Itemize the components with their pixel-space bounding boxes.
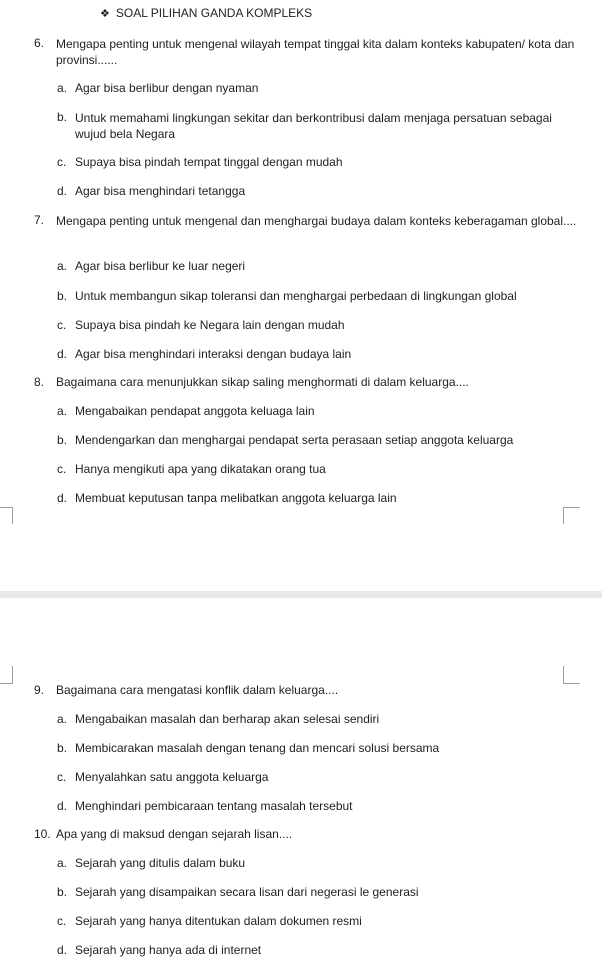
option-text: Hanya mengikuti apa yang dikatakan orang tua [75,462,326,476]
option-letter: a. [57,404,68,418]
question-text: Bagaimana cara menunjukkan sikap saling menghormati di dalam keluarga.... [56,375,469,389]
page-corner-top-right [563,507,580,524]
option-text: Sejarah yang hanya ditentukan dalam dokumen resmi [75,914,362,928]
option-10c[interactable] [57,914,587,930]
option-7d[interactable] [57,347,587,363]
page-corner-bottom-left [0,666,13,684]
option-8d[interactable] [57,491,587,507]
question-text: Bagaimana cara mengatasi konflik dalam keluarga.... [56,683,339,697]
question-10 [34,827,602,843]
option-text: Supaya bisa pindah tempat tinggal dengan mudah [75,155,343,169]
question-number: 6. [34,36,45,50]
question-8 [34,375,602,391]
option-text: Untuk memahami lingkungan sekitar dan berkontribusi dalam menjaga persatuan sebagai wujud bela Negara [75,111,552,141]
option-letter: b. [57,741,68,755]
option-6c[interactable] [57,155,577,171]
option-letter: d. [57,184,68,198]
option-text: Agar bisa menghindari tetangga [75,184,246,198]
option-letter: a. [57,712,68,726]
question-text: Mengapa penting untuk mengenal dan menghargai budaya dalam konteks keberagaman global.... [56,214,577,228]
option-7a[interactable] [57,259,587,275]
page-break [0,591,602,598]
option-text: Sejarah yang disampaikan secara lisan dari negerasi le generasi [75,885,419,899]
option-letter: d. [57,491,68,505]
option-letter: b. [57,289,68,303]
question-number: 9. [34,683,45,697]
question-number: 7. [34,213,45,227]
diamond-icon: ❖ [100,7,110,20]
option-7b[interactable] [57,289,587,305]
option-text: Membuat keputusan tanpa melibatkan anggota keluarga lain [75,491,397,505]
option-text: Mendengarkan dan menghargai pendapat serta perasaan setiap anggota keluarga [75,433,514,447]
option-text: Agar bisa berlibur dengan nyaman [75,81,259,95]
question-text: Apa yang di maksud dengan sejarah lisan.... [56,827,293,841]
option-letter: d. [57,943,68,957]
option-letter: b. [57,110,68,124]
question-6 [34,36,602,68]
option-8a[interactable] [57,404,587,420]
option-letter: c. [57,914,67,928]
option-7c[interactable] [57,318,587,334]
option-9b[interactable] [57,741,587,757]
option-letter: a. [57,856,68,870]
option-letter: d. [57,799,68,813]
option-6d[interactable] [57,184,577,200]
question-number: 8. [34,375,45,389]
option-text: Mengabaikan pendapat anggota keluaga lain [75,404,315,418]
option-text: Membicarakan masalah dengan tenang dan mencari solusi bersama [75,741,440,755]
option-10b[interactable] [57,885,587,901]
option-text: Untuk membangun sikap toleransi dan menghargai perbedaan di lingkungan global [75,289,517,303]
option-8b[interactable] [57,433,587,449]
option-10a[interactable] [57,856,587,872]
page-corner-bottom-right [563,666,580,684]
option-text: Agar bisa berlibur ke luar negeri [75,259,246,273]
question-text: Mengapa penting untuk mengenal wilayah tempat tinggal kita dalam konteks kabupaten/ kota dan provinsi...... [56,37,575,67]
page-title [100,6,312,21]
option-9a[interactable] [57,712,587,728]
question-7 [34,213,602,245]
option-text: Mengabaikan masalah dan berharap akan selesai sendiri [75,712,380,726]
option-letter: b. [57,433,68,447]
option-text: Supaya bisa pindah ke Negara lain dengan mudah [75,318,345,332]
option-letter: c. [57,318,67,332]
option-letter: c. [57,462,67,476]
page-corner-top-left [0,507,13,524]
option-text: Menghindari pembicaraan tentang masalah tersebut [75,799,353,813]
question-9 [34,683,602,699]
option-9d[interactable] [57,799,587,815]
page-title-text: SOAL PILIHAN GANDA KOMPLEKS [115,6,313,20]
option-9c[interactable] [57,770,587,786]
option-text: Sejarah yang hanya ada di internet [75,943,262,957]
option-letter: d. [57,347,68,361]
option-6b[interactable] [57,110,577,142]
option-8c[interactable] [57,462,587,478]
option-text: Agar bisa menghindari interaksi dengan budaya lain [75,347,352,361]
option-letter: b. [57,885,68,899]
question-number: 10. [34,827,51,841]
option-text: Menyalahkan satu anggota keluarga [75,770,269,784]
option-10d[interactable] [57,943,587,959]
option-letter: c. [57,770,67,784]
option-6a[interactable] [57,81,577,97]
option-text: Sejarah yang ditulis dalam buku [75,856,246,870]
option-letter: c. [57,155,67,169]
option-letter: a. [57,259,68,273]
option-letter: a. [57,81,68,95]
